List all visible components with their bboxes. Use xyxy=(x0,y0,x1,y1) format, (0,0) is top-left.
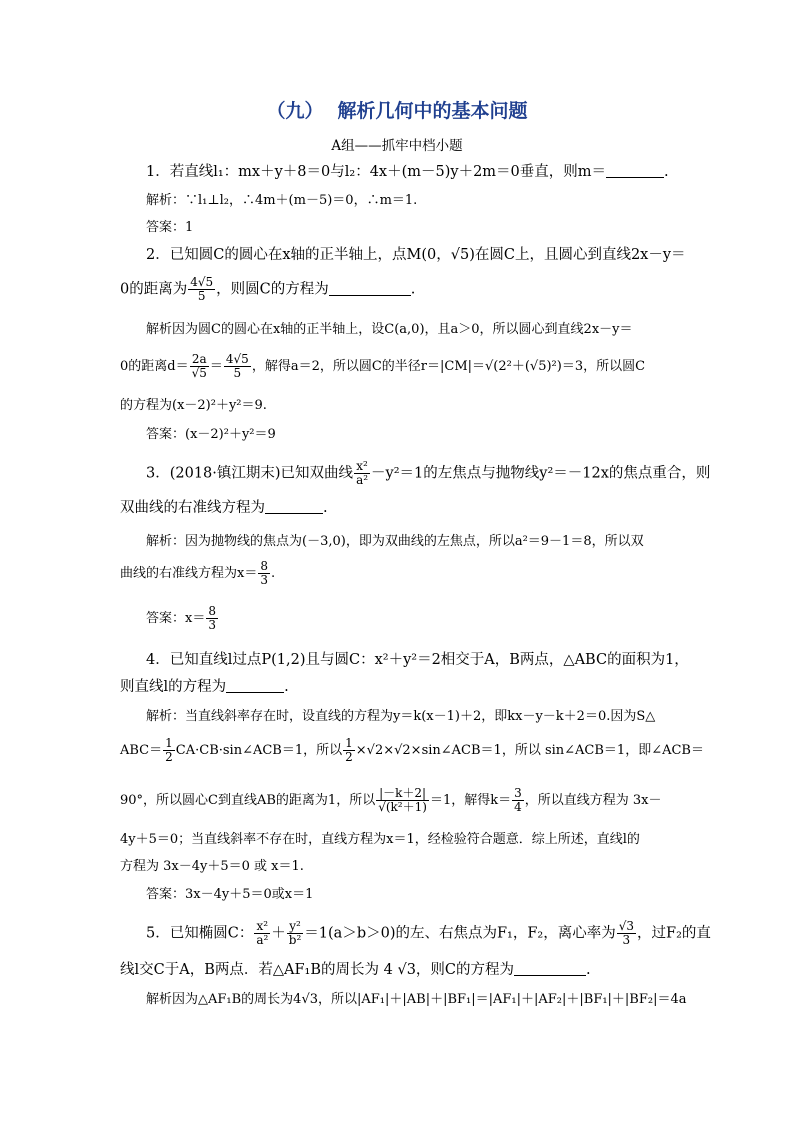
problem-3-question-line-2: 双曲线的右准线方程为 . xyxy=(120,500,328,516)
problem-3-answer: 答案：x＝ $\frac{8}{3}$ xyxy=(146,604,216,632)
fraction: $\frac{3}{4}$ xyxy=(514,786,522,814)
problem-1-answer: 答案：1 xyxy=(146,220,194,235)
section-subtitle: A组——抓牢中档小题 xyxy=(331,138,463,154)
problem-5-question-line-2: 线l交C于A，B两点．若△AF₁B的周长为 4 √3，则C的方程为 . xyxy=(120,962,591,978)
fraction: $\frac{8}{3}$ xyxy=(260,559,268,587)
fraction: $\frac{\text{x²}}{\text{a²}}$ xyxy=(356,459,369,487)
answer-blank xyxy=(329,281,411,296)
page-title xyxy=(0,96,794,123)
problem-3-question-line-1: 3．(2018·镇江期末)已知双曲线 $\frac{\text{x²}}{\text{a²}}$ －y²＝1的左焦点与抛物线y²＝－12x的焦点重合，则 xyxy=(146,459,711,487)
answer-blank xyxy=(265,499,323,514)
problem-3-solution-line-2: 曲线的右准线方程为x＝ $\frac{8}{3}$ . xyxy=(120,559,276,587)
answer-blank xyxy=(514,961,586,976)
fraction: $\frac{|-k+2|}{\text{√(k²＋1)}}$ xyxy=(378,786,427,814)
fraction: $\frac{4√5}{5}$ xyxy=(190,275,214,303)
problem-4-solution-line-5: 方程为 3x－4y＋5＝0 或 x＝1. xyxy=(120,859,304,874)
fraction: $\frac{\text{x²}}{\text{a²}}$ xyxy=(256,919,269,947)
answer-blank xyxy=(606,163,664,178)
fraction: $\frac{1}{2}$ xyxy=(165,736,173,764)
fraction: $\frac{\text{y²}}{\text{b²}}$ xyxy=(288,919,302,947)
answer-blank xyxy=(226,678,284,693)
problem-4-solution-line-2: ABC＝ $\frac{1}{2}$ CA·CB·sin∠ACB＝1，所以 $\frac{1}{2}$ ×√2×√2×sin∠ACB＝1，所以 sin∠ACB＝1，即∠ACB＝ xyxy=(120,736,704,764)
problem-5-question-line-1: 5．已知椭圆C： $\frac{\text{x²}}{\text{a²}}$ ＋ $\frac{\text{y²}}{\text{b²}}$ ＝1(a＞b＞0)的左、右焦点为F₁，F₂，离心率为 $\frac{√3}{3}$ ，过F₂的直 xyxy=(146,919,711,947)
problem-4-solution-line-4: 4y＋5＝0；当直线斜率不存在时，直线方程为x＝1，经检验符合题意．综上所述，直线l的 xyxy=(120,832,640,847)
problem-5-solution-line-1: 解析因为△AF₁B的周长为4√3，所以|AF₁|＋|AB|＋|BF₁|＝|AF₁|＋|AF₂|＋|BF₁|＋|BF₂|＝4a xyxy=(146,992,687,1007)
fraction: $\frac{4√5}{5}$ xyxy=(225,352,249,380)
problem-2-solution-line-3: 的方程为(x－2)²＋y²＝9. xyxy=(120,398,267,413)
fraction: $\frac{8}{3}$ xyxy=(208,604,216,632)
fraction: $\frac{√3}{3}$ xyxy=(618,919,635,947)
problem-4-answer: 答案：3x－4y＋5＝0或x＝1 xyxy=(146,887,314,902)
problem-2-question-line-2: 0的距离为 $\frac{4√5}{5}$ ，则圆C的方程为 . xyxy=(120,275,416,303)
problem-4-question-line-1: 4．已知直线l过点P(1,2)且与圆C：x²＋y²＝2相交于A，B两点，△ABC的面积为1， xyxy=(146,652,689,668)
problem-1-question: 1．若直线l₁：mx＋y＋8＝0与l₂：4x＋(m－5)y＋2m＝0垂直，则m＝ . xyxy=(146,164,669,180)
problem-2-solution-line-2: 0的距离d＝ $\frac{2a}{√5}$ ＝ $\frac{4√5}{5}$ ，解得a＝2，所以圆C的半径r＝|CM|＝√(2²＋(√5)²)＝3，所以圆C xyxy=(120,352,646,380)
problem-4-question-line-2: 则直线l的方程为 . xyxy=(120,679,289,695)
problem-2-answer: 答案：(x－2)²＋y²＝9 xyxy=(146,427,276,442)
problem-4-solution-line-3: 90°，所以圆心C到直线AB的距离为1，所以 $\frac{|-k+2|}{\text{√(k²＋1)}}$ ＝1，解得k＝ $\frac{3}{4}$ ，所以直线方程为 3x－ xyxy=(120,786,662,814)
fraction: $\frac{2a}{√5}$ xyxy=(191,352,207,380)
fraction: $\frac{1}{2}$ xyxy=(345,736,353,764)
problem-2-solution-line-1: 解析因为圆C的圆心在x轴的正半轴上，设C(a,0)，且a＞0，所以圆心到直线2x－y＝ xyxy=(146,322,633,337)
problem-2-question-line-1: 2．已知圆C的圆心在x轴的正半轴上，点M(0，√5)在圆C上，且圆心到直线2x－y＝ xyxy=(146,247,686,263)
problem-3-solution-line-1: 解析：因为抛物线的焦点为(－3,0)，即为双曲线的左焦点，所以a²＝9－1＝8，所以双 xyxy=(146,534,644,549)
title-text: 解析几何中的基本问题 xyxy=(337,100,528,122)
problem-4-solution-line-1: 解析：当直线斜率存在时，设直线的方程为y＝k(x－1)＋2，即kx－y－k＋2＝0.因为S△ xyxy=(146,709,656,724)
problem-1-solution: 解析：∵l₁⊥l₂，∴4m＋(m－5)＝0，∴m＝1. xyxy=(146,193,418,208)
title-number: （九） xyxy=(266,100,324,122)
